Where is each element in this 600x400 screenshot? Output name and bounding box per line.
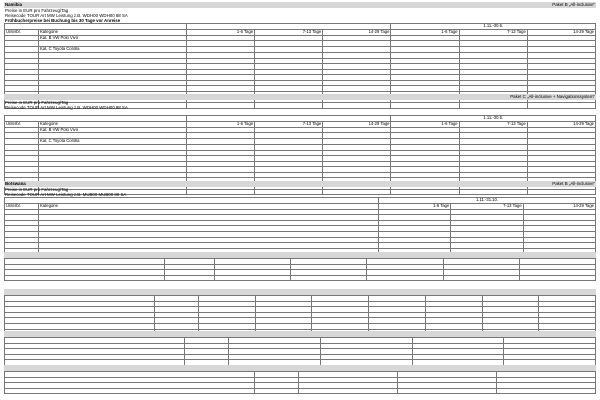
- price-unit-note: Preise in EUR pro Fahrzeug/Tag: [5, 100, 69, 105]
- fee-table-body: [5, 264, 596, 281]
- fee-table-body: [5, 377, 596, 394]
- season-header: 1.11.-30.6.: [391, 24, 596, 30]
- table-cell: [165, 275, 215, 281]
- column-header: Kategorie: [39, 203, 379, 209]
- fee-table: [4, 371, 596, 394]
- price-table: [4, 197, 596, 254]
- table-cell: Kat. C Toyota Corolla: [39, 47, 187, 53]
- column-header: 7-13 Tage: [451, 203, 523, 209]
- column-header: 1-6 Tage: [391, 121, 459, 127]
- column-header: 1-6 Tage: [187, 29, 255, 35]
- column-header: Unterbr.: [5, 203, 39, 209]
- table-cell: Kat. C Toyota Corolla: [39, 139, 187, 145]
- column-header: 1-6 Tage: [187, 121, 255, 127]
- column-header: Kategorie: [39, 29, 187, 35]
- package-label: Paket B „All-inclusive“: [552, 2, 595, 8]
- table-cell: [497, 388, 596, 394]
- table-row: [5, 275, 596, 281]
- package-label: Paket B „All-inclusive“: [552, 181, 595, 187]
- table-cell: [291, 275, 367, 281]
- table-cell: Kat. B VW Polo Vivo: [39, 127, 187, 133]
- package-b-section: [4, 2, 596, 109]
- price-unit-note: Preise in EUR pro Fahrzeug/Tag: [5, 8, 69, 13]
- column-header: 14-29 Tage: [323, 29, 391, 35]
- fee-table-body: [5, 343, 596, 365]
- column-header: 1-6 Tage: [379, 203, 451, 209]
- table-cell: [367, 275, 443, 281]
- row-label-cell: [5, 388, 255, 394]
- border-fee-section: [4, 252, 596, 291]
- namibia-fee-section: [4, 331, 596, 366]
- table-cell: [255, 388, 299, 394]
- fee-table: [4, 337, 596, 366]
- column-header: 14-29 Tage: [323, 121, 391, 127]
- section-title: Namibia: [5, 2, 23, 8]
- table-cell: [519, 275, 595, 281]
- table-cell: [443, 275, 519, 281]
- section-title: Botswana: [5, 181, 26, 187]
- table-cell: [398, 388, 497, 394]
- south-africa-fee-section: [4, 289, 596, 335]
- early-booking-heading: Frühbucherpreise bei Buchung bis 30 Tage vor Anreise: [5, 18, 121, 23]
- travel-code-line: Reisecode TOUR Art MW Leistung z.B. WDH00 WDH00 88 SA: [5, 105, 128, 110]
- fee-table: [4, 258, 596, 281]
- price-table-body: [5, 209, 596, 254]
- table-row: [5, 388, 596, 394]
- price-unit-note: Preise in EUR pro Fahrzeug/Tag: [5, 187, 69, 192]
- column-header: 7-13 Tage: [459, 121, 527, 127]
- season-header: 1.11.-30.6.: [391, 116, 596, 122]
- row-label-cell: [5, 275, 165, 281]
- column-header: 7-13 Tage: [255, 121, 323, 127]
- fee-table-body: [5, 301, 596, 335]
- column-header: 14-29 Tage: [523, 203, 595, 209]
- column-header: Unterbr.: [5, 29, 39, 35]
- travel-code-line: Reisecode TOUR Art MW Leistung z.B. MUB00 MUB00 88 SA: [5, 192, 127, 197]
- package-label: Paket C „All-inclusive + Navigationssystem“: [510, 94, 595, 100]
- column-header: 7-13 Tage: [255, 29, 323, 35]
- column-header: 14-29 Tage: [527, 29, 595, 35]
- column-header: 1-6 Tage: [391, 29, 459, 35]
- fee-table: [4, 295, 596, 335]
- column-header: Unterbr.: [5, 121, 39, 127]
- travel-code-line: Reisecode TOUR Art MW Leistung z.B. WDH00 WDH00 88 SA: [5, 13, 128, 18]
- table-cell: Kat. B VW Polo Vivo: [39, 35, 187, 41]
- column-header: 14-29 Tage: [527, 121, 595, 127]
- column-header: 7-13 Tage: [459, 29, 527, 35]
- table-cell: [215, 275, 291, 281]
- botswana-fee-section: [4, 365, 596, 400]
- column-header: Kategorie: [39, 121, 187, 127]
- table-cell: [299, 388, 398, 394]
- season-header: 1.11.-31.10.: [379, 198, 596, 204]
